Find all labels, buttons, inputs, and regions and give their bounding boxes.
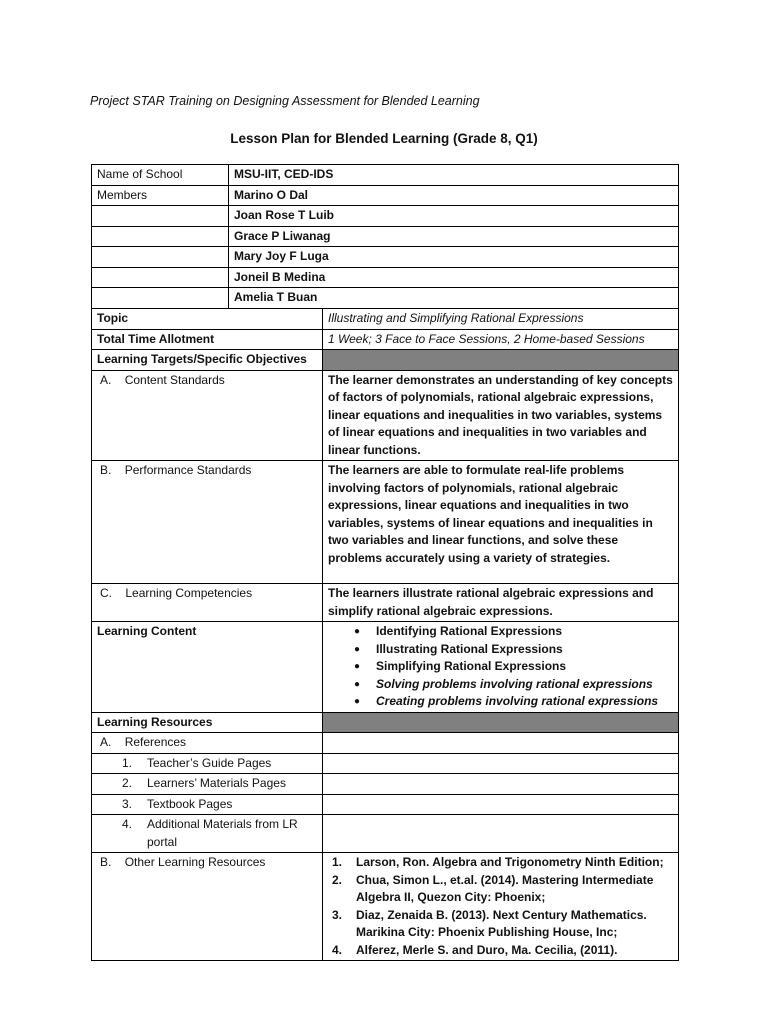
- empty-cell: [92, 206, 229, 227]
- grey-cell: [323, 712, 679, 733]
- table-row: [92, 288, 679, 309]
- table-row: [92, 350, 679, 371]
- empty-cell: [323, 774, 679, 795]
- empty-cell: [92, 247, 229, 268]
- item-number: 3.: [332, 907, 343, 922]
- table-row: [92, 584, 679, 622]
- ref-item: 3. Textbook Pages: [92, 794, 323, 815]
- table-row: [92, 267, 679, 288]
- ref-item: 4. Additional Materials from LR portal: [92, 815, 323, 853]
- empty-cell: [323, 753, 679, 774]
- member-name: Grace P Liwanag: [229, 226, 679, 247]
- content-standards-value: The learner demonstrates an understanding of key concepts of factors of polynomials, rational algebraic expressions, linear equations and inequalities in two variables, systems of linear equations and inequalities in two variables and linear functions.: [323, 370, 679, 461]
- performance-standards-value: The learners are able to formulate real-life problems involving factors of polynomials, rational algebraic expressions, linear equations and inequalities in two variables, systems of linear equations and inequalities in two variables and linear functions, and solve these problems accurately using a variety of strategies.: [323, 461, 679, 584]
- targets-label: Learning Targets/Specific Objectives: [92, 350, 323, 371]
- table-row: [92, 712, 679, 733]
- member-name: Amelia T Buan: [229, 288, 679, 309]
- table-row: [92, 247, 679, 268]
- lesson-plan-table: [91, 308, 679, 961]
- table-row: [92, 370, 679, 461]
- table-row: [92, 309, 679, 330]
- ref-item: 1. Teacher’s Guide Pages: [92, 753, 323, 774]
- member-name: Joan Rose T Luib: [229, 206, 679, 227]
- list-item: [328, 623, 673, 641]
- school-value: MSU-IIT, CED-IDS: [229, 165, 679, 186]
- list-item: [328, 942, 673, 960]
- learning-content-label: Learning Content: [92, 622, 323, 713]
- bullet-icon: ●: [353, 626, 360, 637]
- ref-item: 2. Learners’ Materials Pages: [92, 774, 323, 795]
- references-label: A. References: [92, 733, 323, 754]
- member-name: Joneil B Medina: [229, 267, 679, 288]
- table-row: [92, 226, 679, 247]
- empty-cell: [92, 288, 229, 309]
- list-item: [328, 854, 673, 872]
- school-label: Name of School: [92, 165, 229, 186]
- list-item: [328, 676, 673, 694]
- bullet-icon: ●: [353, 661, 360, 672]
- empty-cell: [92, 226, 229, 247]
- table-row: [92, 329, 679, 350]
- table-row: [92, 815, 679, 853]
- item-number: 1.: [332, 855, 343, 869]
- table-row: [92, 753, 679, 774]
- bullet-icon: ●: [353, 643, 360, 655]
- learning-competencies-value: The learners illustrate rational algebraic expressions and simplify rational algebraic expressions.: [323, 584, 679, 622]
- bullet-icon: ●: [353, 678, 360, 690]
- learning-resources-label: Learning Resources: [92, 712, 323, 733]
- content-item-text: Simplifying Rational Expressions: [376, 659, 567, 673]
- topic-label: Topic: [92, 309, 323, 330]
- table-row: [92, 165, 679, 186]
- list-item: [328, 658, 673, 676]
- table-row: [92, 733, 679, 754]
- other-resources-list: [323, 853, 679, 961]
- resource-text: Diaz, Zenaida B. (2013). Next Century Mathematics. Marikina City: Phoenix Publishing House, Inc;: [356, 907, 647, 939]
- time-value: 1 Week; 3 Face to Face Sessions, 2 Home-based Sessions: [323, 329, 679, 350]
- grey-cell: [323, 350, 679, 371]
- content-item-text: Identifying Rational Expressions: [376, 624, 563, 638]
- members-label: Members: [92, 185, 229, 206]
- resource-text: Chua, Simon L., et.al. (2014). Mastering Intermediate Algebra II, Quezon City: Phoenix;: [356, 872, 654, 904]
- performance-standards-label: B. Performance Standards: [92, 461, 323, 584]
- list-item: [328, 693, 673, 711]
- empty-cell: [323, 794, 679, 815]
- table-row: [92, 185, 679, 206]
- training-title: Project STAR Training on Designing Assessment for Blended Learning: [90, 94, 480, 108]
- table-row: [92, 206, 679, 227]
- table-row: [92, 774, 679, 795]
- topic-value: Illustrating and Simplifying Rational Expressions: [323, 309, 679, 330]
- empty-cell: [323, 733, 679, 754]
- time-label: Total Time Allotment: [92, 329, 323, 350]
- list-item: [328, 872, 673, 907]
- resource-text: Alferez, Merle S. and Duro, Ma. Cecilia, (2011).: [356, 942, 618, 957]
- content-standards-label: A. Content Standards: [92, 370, 323, 461]
- table-row: [92, 622, 679, 713]
- content-item-text: Illustrating Rational Expressions: [376, 641, 563, 656]
- content-item-text: Creating problems involving rational expressions: [376, 694, 659, 708]
- table-row: [92, 461, 679, 584]
- empty-cell: [323, 815, 679, 853]
- learning-content-list: [323, 622, 679, 713]
- member-name: Mary Joy F Luga: [229, 247, 679, 268]
- table-row: [92, 794, 679, 815]
- school-info-table: [91, 164, 679, 309]
- bullet-icon: ●: [353, 696, 360, 707]
- empty-cell: [92, 267, 229, 288]
- page-title: Lesson Plan for Blended Learning (Grade 8, Q1): [230, 131, 538, 146]
- member-name: Marino O Dal: [229, 185, 679, 206]
- table-row: [92, 853, 679, 961]
- item-number: 4.: [332, 942, 343, 957]
- learning-competencies-label: C. Learning Competencies: [92, 584, 323, 622]
- content-item-text: Solving problems involving rational expressions: [376, 676, 653, 691]
- item-number: 2.: [332, 872, 343, 887]
- list-item: [328, 641, 673, 659]
- resource-text: Larson, Ron. Algebra and Trigonometry Ninth Edition;: [356, 855, 664, 869]
- other-resources-label: B. Other Learning Resources: [92, 853, 323, 961]
- list-item: [328, 907, 673, 942]
